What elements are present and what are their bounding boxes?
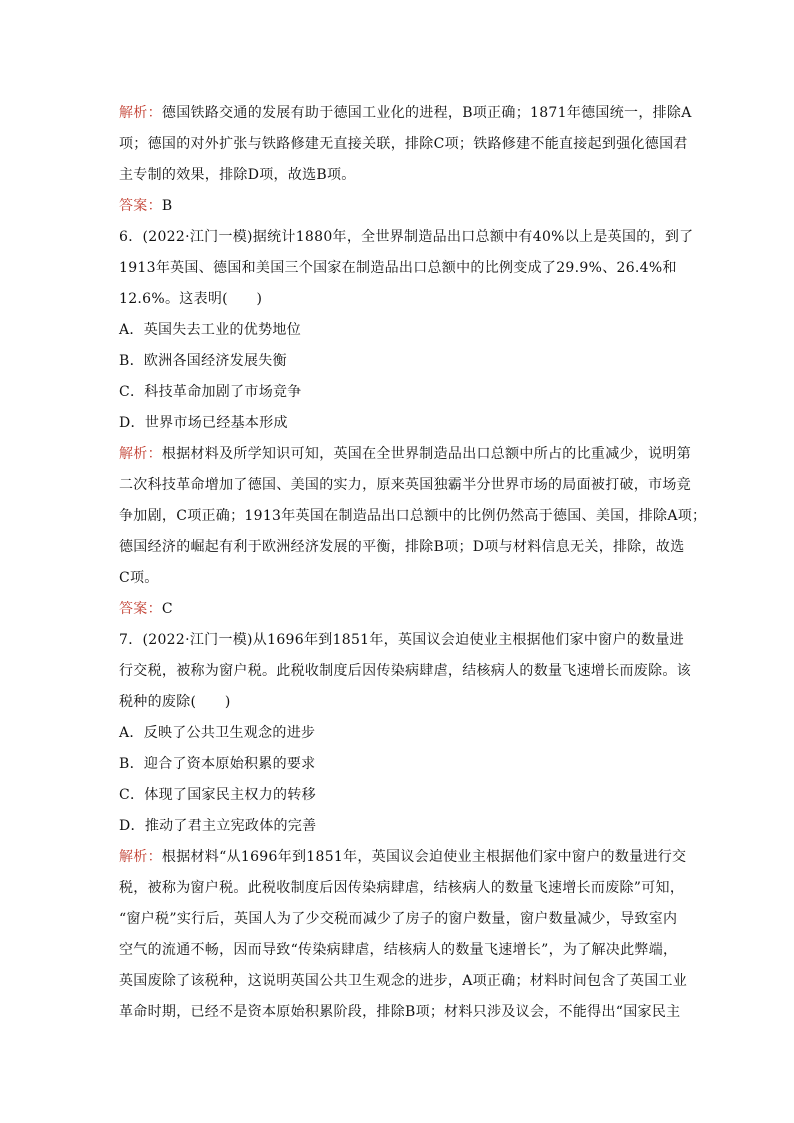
q6-stem-line-2: 1913年英国、德国和美国三个国家在制造品出口总额中的比例变成了29.9%、26.4%和: [119, 260, 677, 276]
document-page: [119, 98, 707, 1028]
q6-analysis-line-3: 争加剧，C项正确；1913年英国在制造品出口总额中的比例仍然高于德国、美国，排除A项；: [119, 508, 707, 524]
q6-analysis-label: 解析：: [119, 446, 162, 462]
q6-answer: [119, 594, 679, 625]
q6-analysis-line-1: 解析：根据材料及所学知识可知，英国在全世界制造品出口总额中所占的比重减少，说明第: [119, 446, 692, 462]
q7-option-b: B．迎合了资本原始积累的要求: [119, 756, 316, 772]
q6-option-c: C．科技革命加剧了市场竞争: [119, 384, 302, 400]
q7-stem-line-2: 行交税，被称为窗户税。此税收制度后因传染病肆虐，结核病人的数量飞速增长而废除。该: [119, 663, 691, 679]
q5-analysis-line-2: 项；德国的对外扩张与铁路修建无直接关联，排除C项；铁路修建不能直接起到强化德国君: [119, 136, 688, 152]
q7-option-d: D．推动了君主立宪政体的完善: [119, 818, 317, 834]
q7-analysis-line-5: 英国废除了该税种，这说明英国公共卫生观念的进步，A项正确；材料时间包含了英国工业: [119, 973, 688, 989]
q5-answer-value: B: [161, 198, 173, 214]
q7-analysis-line-2: 税，被称为窗户税。此税收制度后因传染病肆虐，结核病人的数量飞速增长而废除”可知，: [119, 880, 685, 896]
q7-option-c: C．体现了国家民主权力的转移: [119, 787, 316, 803]
q6-answer-label: 答案：: [119, 601, 162, 617]
q6-analysis-line-2: 二次科技革命增加了德国、美国的实力，原来英国独霸半分世界市场的局面被打破，市场竞: [119, 477, 691, 493]
q5-answer-label: 答案：: [119, 198, 162, 214]
q6-option-a: A．英国失去工业的优势地位: [119, 322, 302, 338]
q6-analysis-line-4: 德国经济的崛起有利于欧洲经济发展的平衡，排除B项；D项与材料信息无关，排除，故选: [119, 539, 685, 555]
q6-option-d: D．世界市场已经基本形成: [119, 415, 288, 431]
q5-analysis-line-1: 解析：德国铁路交通的发展有助于德国工业化的进程，B项正确；1871年德国统一，排除A: [119, 105, 692, 121]
q6-stem-line-3: 12.6%。这表明( ): [119, 291, 263, 307]
q5-analysis-label: 解析：: [119, 105, 162, 121]
q6-stem-line-1: 6．(2022·江门一模)据统计1880年，全世界制造品出口总额中有40%以上是英国的，到了: [119, 229, 694, 245]
q5-analysis-line-3: 主专制的效果，排除D项，故选B项。: [119, 167, 356, 183]
q7-analysis-line-3: “窗户税”实行后，英国人为了少交税而减少了房子的窗户数量，窗户数量减少，导致室内: [119, 911, 678, 927]
q7-option-a: A．反映了公共卫生观念的进步: [119, 725, 316, 741]
q6-answer-value: C: [161, 601, 173, 617]
q6-option-b: B．欧洲各国经济发展失衡: [119, 353, 287, 369]
q7-analysis-line-4: 空气的流通不畅，因而导致“传染病肆虐，结核病人的数量飞速增长”，为了解决此弊端，: [119, 942, 678, 958]
q6-analysis-line-5: C项。: [119, 570, 159, 586]
q7-analysis-line-6: 革命时期，已经不是资本原始积累阶段，排除B项；材料只涉及议会，不能得出“国家民主: [119, 1004, 681, 1020]
q7-stem-line-1: 7．(2022·江门一模)从1696年到1851年，英国议会迫使业主根据他们家中窗户的数量进: [119, 632, 684, 648]
q7-analysis-label: 解析：: [119, 849, 162, 865]
q7-analysis-line-1: 解析：根据材料“从1696年到1851年，英国议会迫使业主根据他们家中窗户的数量进行交: [119, 849, 687, 865]
q5-answer: [119, 191, 679, 222]
q7-stem-line-3: 税种的废除( ): [119, 694, 231, 710]
